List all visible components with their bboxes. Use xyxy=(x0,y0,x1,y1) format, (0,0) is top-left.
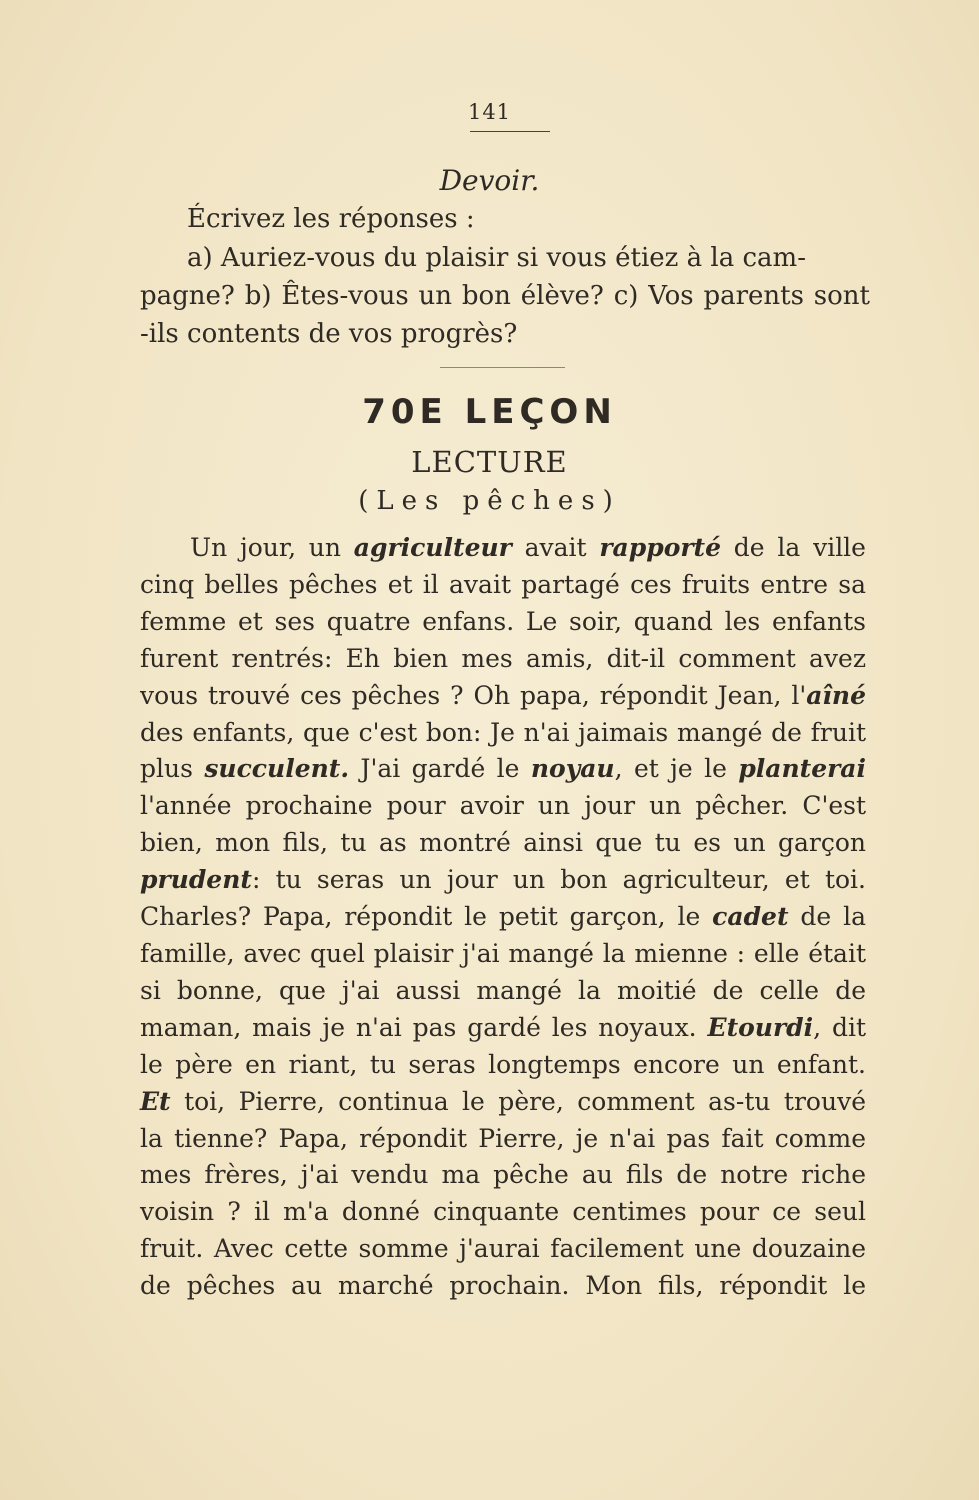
emphasized-word: aîné xyxy=(806,680,866,710)
text-run: vous trouvé ces pêches ? Oh papa, répondit Jean, l' xyxy=(140,680,807,710)
text-run: Un jour, un xyxy=(190,533,354,562)
text-run: avait xyxy=(511,533,600,562)
text-line xyxy=(140,751,866,788)
text-line: voisin ? il m'a donné cinquante centimes pour ce seul xyxy=(140,1197,866,1227)
text-run: , et je le xyxy=(614,754,739,784)
text-line: de pêches au marché prochain. Mon fils, répondit le xyxy=(140,1271,866,1301)
emphasized-word: rapporté xyxy=(599,533,722,562)
section-heading: LECTURE xyxy=(411,445,568,479)
instructions: Écrivez les réponses : xyxy=(187,204,475,234)
text-line: furent rentrés: Eh bien mes amis, dit-il comment avez xyxy=(140,643,866,673)
text-line: si bonne, que j'ai aussi mangé la moitié de celle de xyxy=(140,975,866,1005)
emphasized-word: agriculteur xyxy=(353,533,512,562)
text-run: J'ai gardé le xyxy=(349,754,531,784)
text-line: mes frères, j'ai vendu ma pêche au fils de notre riche xyxy=(140,1160,866,1190)
text-run: : tu seras un jour un bon agriculteur, et toi. xyxy=(251,865,866,895)
emphasized-word: planterai xyxy=(738,754,866,784)
reading-subtitle: (Les pêches) xyxy=(358,486,621,516)
lesson-heading: 70E LEÇON xyxy=(362,392,617,432)
emphasized-word: Etourdi xyxy=(707,1012,814,1042)
text-line xyxy=(140,862,866,899)
text-run: de la xyxy=(788,902,866,932)
page-number: 141 xyxy=(467,100,512,124)
emphasized-word: prudent xyxy=(140,865,252,895)
emphasized-word: noyau xyxy=(530,754,615,784)
text-line: famille, avec quel plaisir j'ai mangé la mienne : elle était xyxy=(140,938,866,968)
text-run: Charles? Papa, répondit le petit garçon, le xyxy=(140,902,713,932)
text-line xyxy=(140,899,866,936)
text-run: , dit xyxy=(813,1012,866,1042)
text-run: maman, mais je n'ai pas gardé les noyaux. xyxy=(140,1012,708,1042)
question-line-1: a) Auriez-vous du plaisir si vous étiez à la cam- xyxy=(187,243,806,273)
emphasized-word: cadet xyxy=(712,902,789,932)
reading-text xyxy=(140,530,866,1305)
text-line: bien, mon fils, tu as montré ainsi que tu es un garçon xyxy=(140,828,866,858)
text-line: femme et ses quatre enfans. Le soir, quand les enfants xyxy=(140,606,866,636)
text-line: fruit. Avec cette somme j'aurai facilement une douzaine xyxy=(140,1234,866,1264)
page-number-rule xyxy=(470,131,550,132)
text-line xyxy=(140,678,866,715)
question-line-2: pagne? b) Êtes-vous un bon élève? c) Vos parents sont xyxy=(140,281,870,311)
devoir-title: Devoir. xyxy=(439,164,540,197)
text-run: de la ville xyxy=(721,533,866,562)
text-line: cinq belles pêches et il avait partagé ces fruits entre sa xyxy=(140,569,866,599)
emphasized-word: Et xyxy=(140,1086,171,1116)
text-line xyxy=(140,1084,866,1121)
text-run: plus xyxy=(140,754,205,784)
emphasized-word: succulent. xyxy=(204,754,350,784)
text-run: toi, Pierre, continua le père, comment as-tu trouvé xyxy=(170,1086,866,1116)
text-line: des enfants, que c'est bon: Je n'ai jaimais mangé de fruit xyxy=(140,717,866,747)
question-line-3: -ils contents de vos progrès? xyxy=(140,319,518,349)
text-line: le père en riant, tu seras longtemps encore un enfant. xyxy=(140,1049,866,1079)
text-line: l'année prochaine pour avoir un jour un pêcher. C'est xyxy=(140,791,866,821)
text-line: la tienne? Papa, répondit Pierre, je n'ai pas fait comme xyxy=(140,1123,866,1153)
text-line xyxy=(140,1010,866,1047)
text-line xyxy=(140,530,866,567)
section-separator xyxy=(440,367,565,368)
